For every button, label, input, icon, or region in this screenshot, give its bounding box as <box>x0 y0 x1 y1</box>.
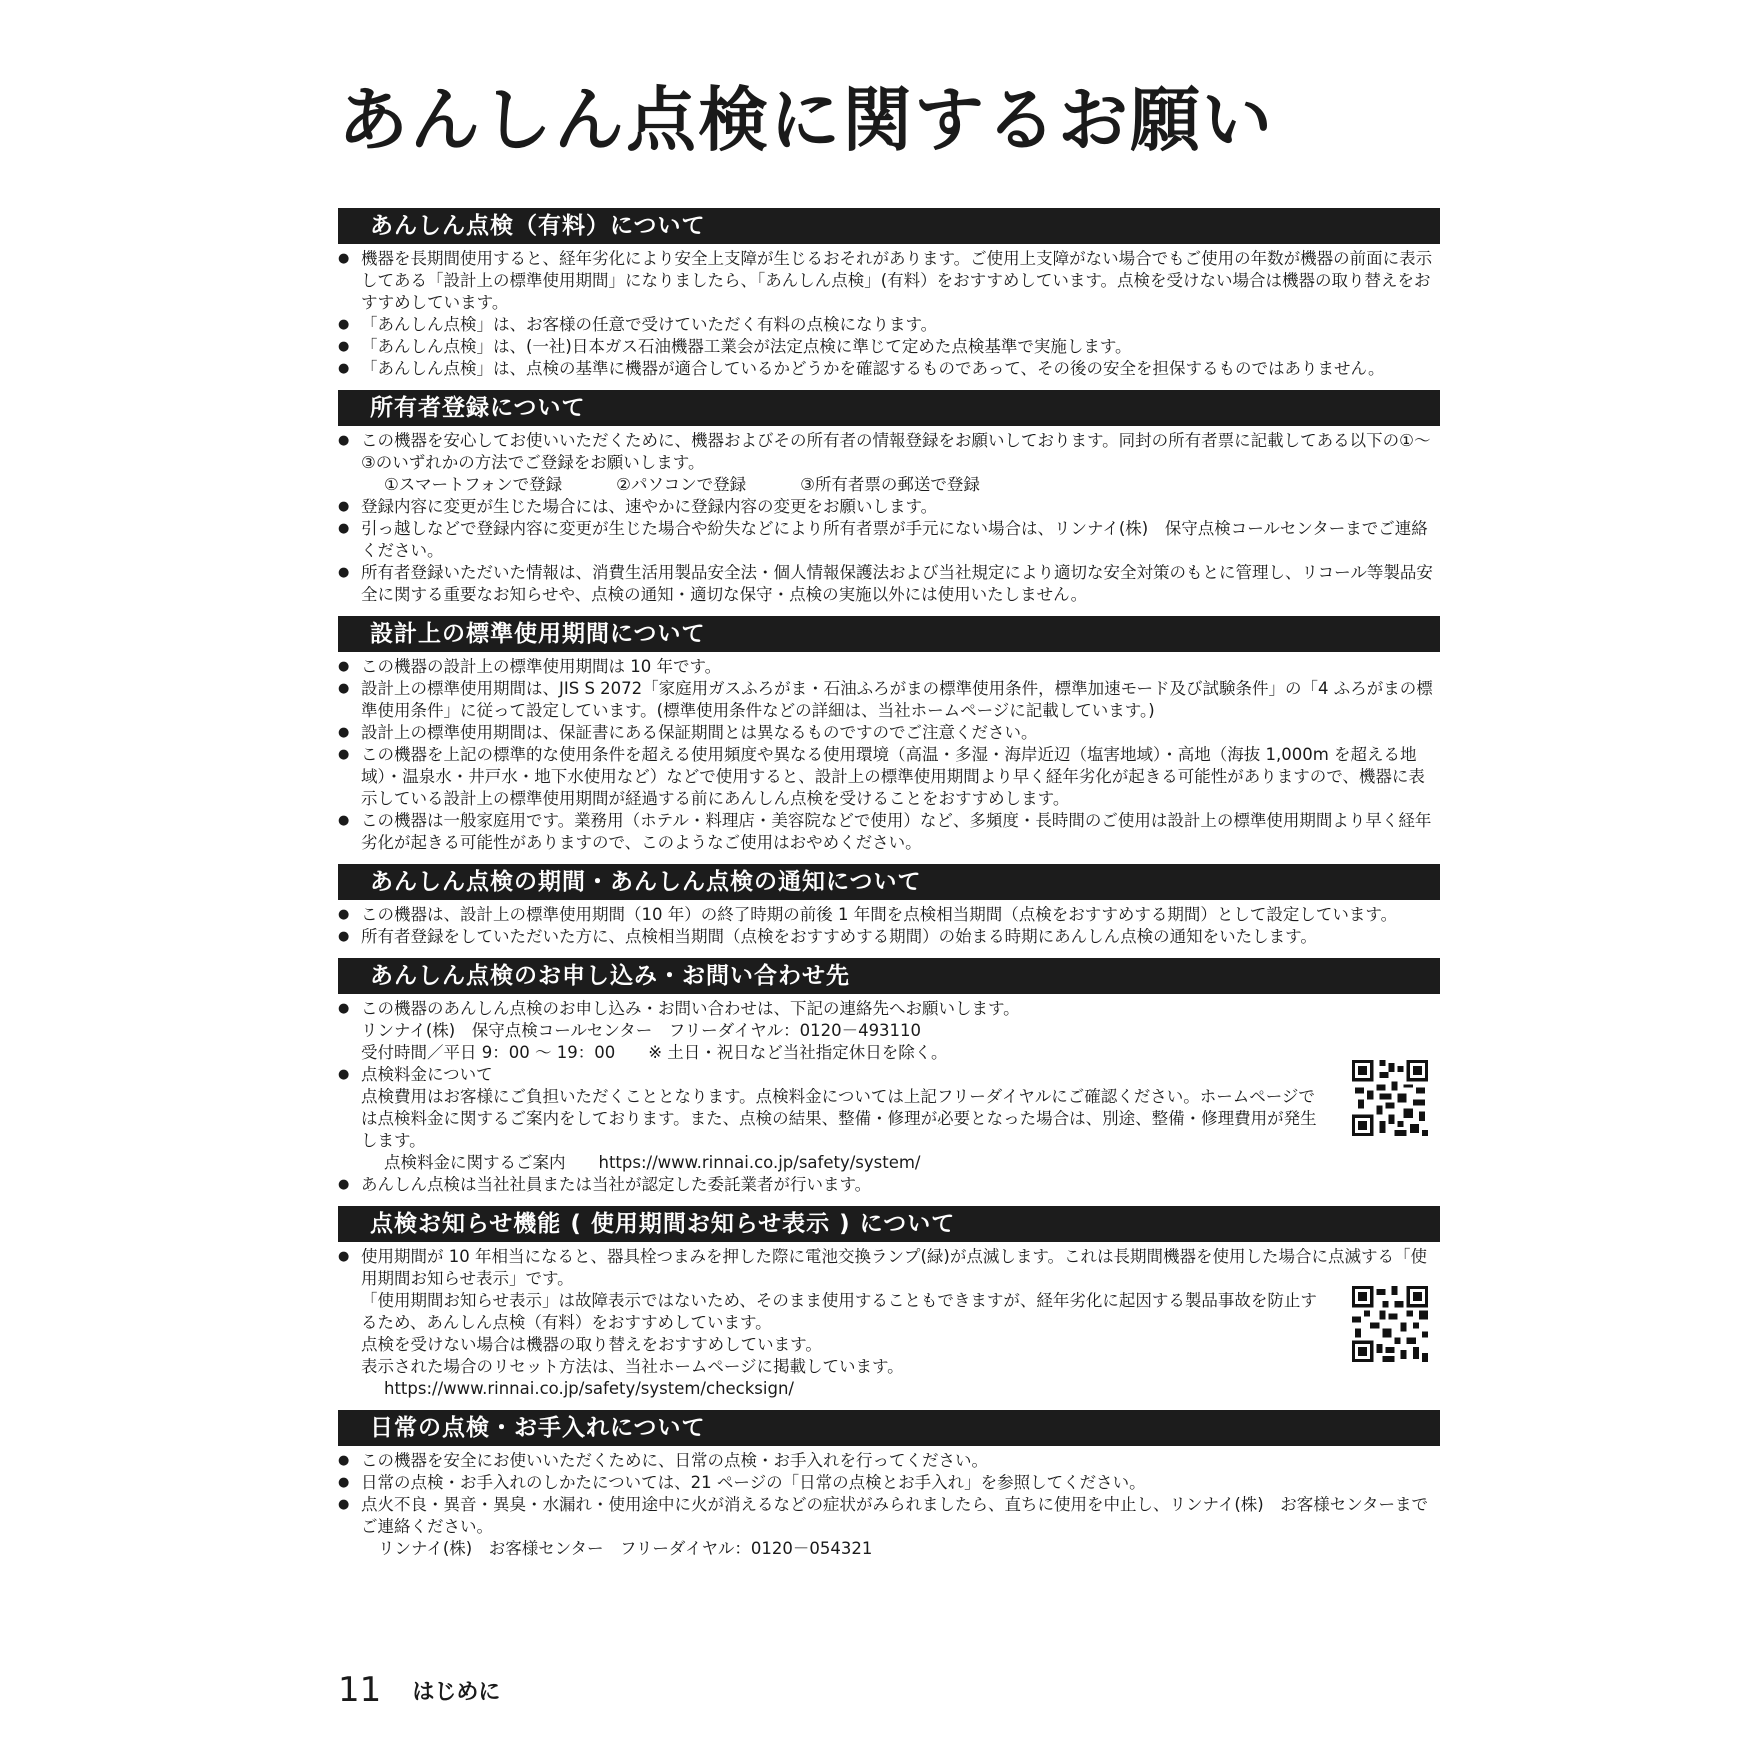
section-heading: あんしん点検のお申し込み・お問い合わせ先 <box>338 958 1440 994</box>
page-number: 11 <box>338 1670 382 1710</box>
checksign-link[interactable]: https://www.rinnai.co.jp/safety/system/checksign/ <box>384 1379 794 1398</box>
registration-options <box>338 474 1440 496</box>
notice-line: 点検を受けない場合は機器の取り替えをおすすめしています。 <box>361 1335 822 1354</box>
section-standard-period <box>338 616 1440 854</box>
section-anshin-inspection <box>338 208 1440 380</box>
list-item: ● 点検料金について <box>338 1064 1440 1086</box>
section-notice-function <box>338 1206 1440 1400</box>
page-footer <box>338 1670 500 1710</box>
section-contact <box>338 958 1440 1196</box>
hours-line: 受付時間／平日 9：00 ～ 19：00 ※ 土日・祝日など当社指定休日を除く。 <box>361 1043 948 1062</box>
option-mail: ③所有者票の郵送で登録 <box>800 475 980 494</box>
section-heading: あんしん点検の期間・あんしん点検の通知について <box>338 864 1440 900</box>
list-item: ● この機器の設計上の標準使用期間は 10 年です。 <box>338 656 1440 678</box>
list-item: ● 点火不良・異音・異臭・水漏れ・使用途中に火が消えるなどの症状がみられましたら、直ちに使用を中止し、リンナイ(株) お客様センターまでご連絡ください。 <box>338 1494 1440 1538</box>
list-item: ● この機器を安心してお使いいただくために、機器およびその所有者の情報登録をお願いしております。同封の所有者票に記載してある以下の①～③のいずれかの方法でご登録をお願いします。 <box>338 430 1440 474</box>
qr-code-icon[interactable] <box>1352 1286 1428 1362</box>
contact-line: リンナイ(株) 保守点検コールセンター フリーダイヤル：0120－493110 <box>361 1021 922 1040</box>
list-item: ● 機器を長期間使用すると、経年劣化により安全上支障が生じるおそれがあります。ご使用上支障がない場合でもご使用の年数が機器の前面に表示してある「設計上の標準使用期間」になりましたら、「あんしん点検」(有料）をおすすめしています。点検を受けない場合は機器の取り替えをおすすめしています。 <box>338 248 1440 314</box>
list-item: ● 「あんしん点検」は、お客様の任意で受けていただく有料の点検になります。 <box>338 314 1440 336</box>
section-owner-registration <box>338 390 1440 606</box>
list-item: ● 使用期間が 10 年相当になると、器具栓つまみを押した際に電池交換ランプ(緑)が点滅します。これは長期間機器を使用した場合に点滅する「使用期間お知らせ表示」です。 <box>338 1246 1440 1290</box>
section-heading: 所有者登録について <box>338 390 1440 426</box>
fee-link[interactable]: 点検料金に関するご案内 https://www.rinnai.co.jp/safety/system/ <box>384 1153 921 1172</box>
section-heading: 点検お知らせ機能 ( 使用期間お知らせ表示 ) について <box>338 1206 1440 1242</box>
list-item: ● この機器は、設計上の標準使用期間（10 年）の終了時期の前後 1 年間を点検相当期間（点検をおすすめする期間）として設定しています。 <box>338 904 1440 926</box>
list-item: ● この機器のあんしん点検のお申し込み・お問い合わせは、下記の連絡先へお願いします。 <box>338 998 1440 1020</box>
section-heading: 日常の点検・お手入れについて <box>338 1410 1440 1446</box>
qr-code-icon[interactable] <box>1352 1060 1428 1136</box>
list-item: ● 設計上の標準使用期間は、JIS S 2072「家庭用ガスふろがま・石油ふろがまの標準使用条件，標準加速モード及び試験条件」の「4 ふろがまの標準使用条件」に従って設定しています。(標準使用条件などの詳細は、当社ホームページに記載しています。) <box>338 678 1440 722</box>
section-heading: あんしん点検（有料）について <box>338 208 1440 244</box>
fee-text: 点検費用はお客様にご負担いただくこととなります。点検料金については上記フリーダイヤルにご確認ください。ホームページでは点検料金に関するご案内をしております。また、点検の結果、整備・修理が必要となった場合は、別途、整備・修理費用が発生します。 <box>361 1087 1317 1150</box>
page-title: あんしん点検に関するお願い <box>338 79 1274 161</box>
contact-line: リンナイ(株) お客様センター フリーダイヤル：0120－054321 <box>378 1539 873 1558</box>
option-smartphone: ①スマートフォンで登録 <box>384 475 563 494</box>
list-item: ● あんしん点検は当社社員または当社が認定した委託業者が行います。 <box>338 1174 1440 1196</box>
list-item: ● 所有者登録いただいた情報は、消費生活用製品安全法・個人情報保護法および当社規定により適切な安全対策のもとに管理し、リコール等製品安全に関する重要なお知らせや、点検の通知・適切な保守・点検の実施以外には使用いたしません。 <box>338 562 1440 606</box>
list-item: ● 引っ越しなどで登録内容に変更が生じた場合や紛失などにより所有者票が手元にない場合は、リンナイ(株) 保守点検コールセンターまでご連絡ください。 <box>338 518 1440 562</box>
list-item: ● 登録内容に変更が生じた場合には、速やかに登録内容の変更をお願いします。 <box>338 496 1440 518</box>
list-item: ● 「あんしん点検」は、点検の基準に機器が適合しているかどうかを確認するものであって、その後の安全を担保するものではありません。 <box>338 358 1440 380</box>
notice-line: 表示された場合のリセット方法は、当社ホームページに掲載しています。 <box>361 1357 904 1376</box>
section-inspection-period-notice <box>338 864 1440 948</box>
chapter-label: はじめに <box>412 1679 501 1705</box>
list-item: ● この機器は一般家庭用です。業務用（ホテル・料理店・美容院などで使用）など、多頻度・長時間のご使用は設計上の標準使用期間より早く経年劣化が起きる可能性がありますので、このようなご使用はおやめください。 <box>338 810 1440 854</box>
list-item: ● この機器を安全にお使いいただくために、日常の点検・お手入れを行ってください。 <box>338 1450 1440 1472</box>
section-daily-inspection <box>338 1410 1440 1560</box>
section-heading: 設計上の標準使用期間について <box>338 616 1440 652</box>
list-item: ● 「あんしん点検」は、(一社)日本ガス石油機器工業会が法定点検に準じて定めた点検基準で実施します。 <box>338 336 1440 358</box>
list-item: ● この機器を上記の標準的な使用条件を超える使用頻度や異なる使用環境（高温・多湿・海岸近辺（塩害地域）・高地（海抜 1,000m を超える地域）・温泉水・井戸水・地下水使用など）などで使用すると、設計上の標準使用期間より早く経年劣化が起きる可能性がありますので、機器に表示している設計上の標準使用期間が経過する前にあんしん点検を受けることをおすすめします。 <box>338 744 1440 810</box>
option-pc: ②パソコンで登録 <box>616 475 747 494</box>
content <box>338 208 1440 1570</box>
list-item: ● 設計上の標準使用期間は、保証書にある保証期間とは異なるものですのでご注意ください。 <box>338 722 1440 744</box>
list-item: ● 日常の点検・お手入れのしかたについては、21 ページの「日常の点検とお手入れ」を参照してください。 <box>338 1472 1440 1494</box>
notice-line: 「使用期間お知らせ表示」は故障表示ではないため、そのまま使用することもできますが、経年劣化に起因する製品事故を防止するため、あんしん点検（有料）をおすすめしています。 <box>361 1291 1317 1332</box>
list-item: ● 所有者登録をしていただいた方に、点検相当期間（点検をおすすめする期間）の始まる時期にあんしん点検の通知をいたします。 <box>338 926 1440 948</box>
